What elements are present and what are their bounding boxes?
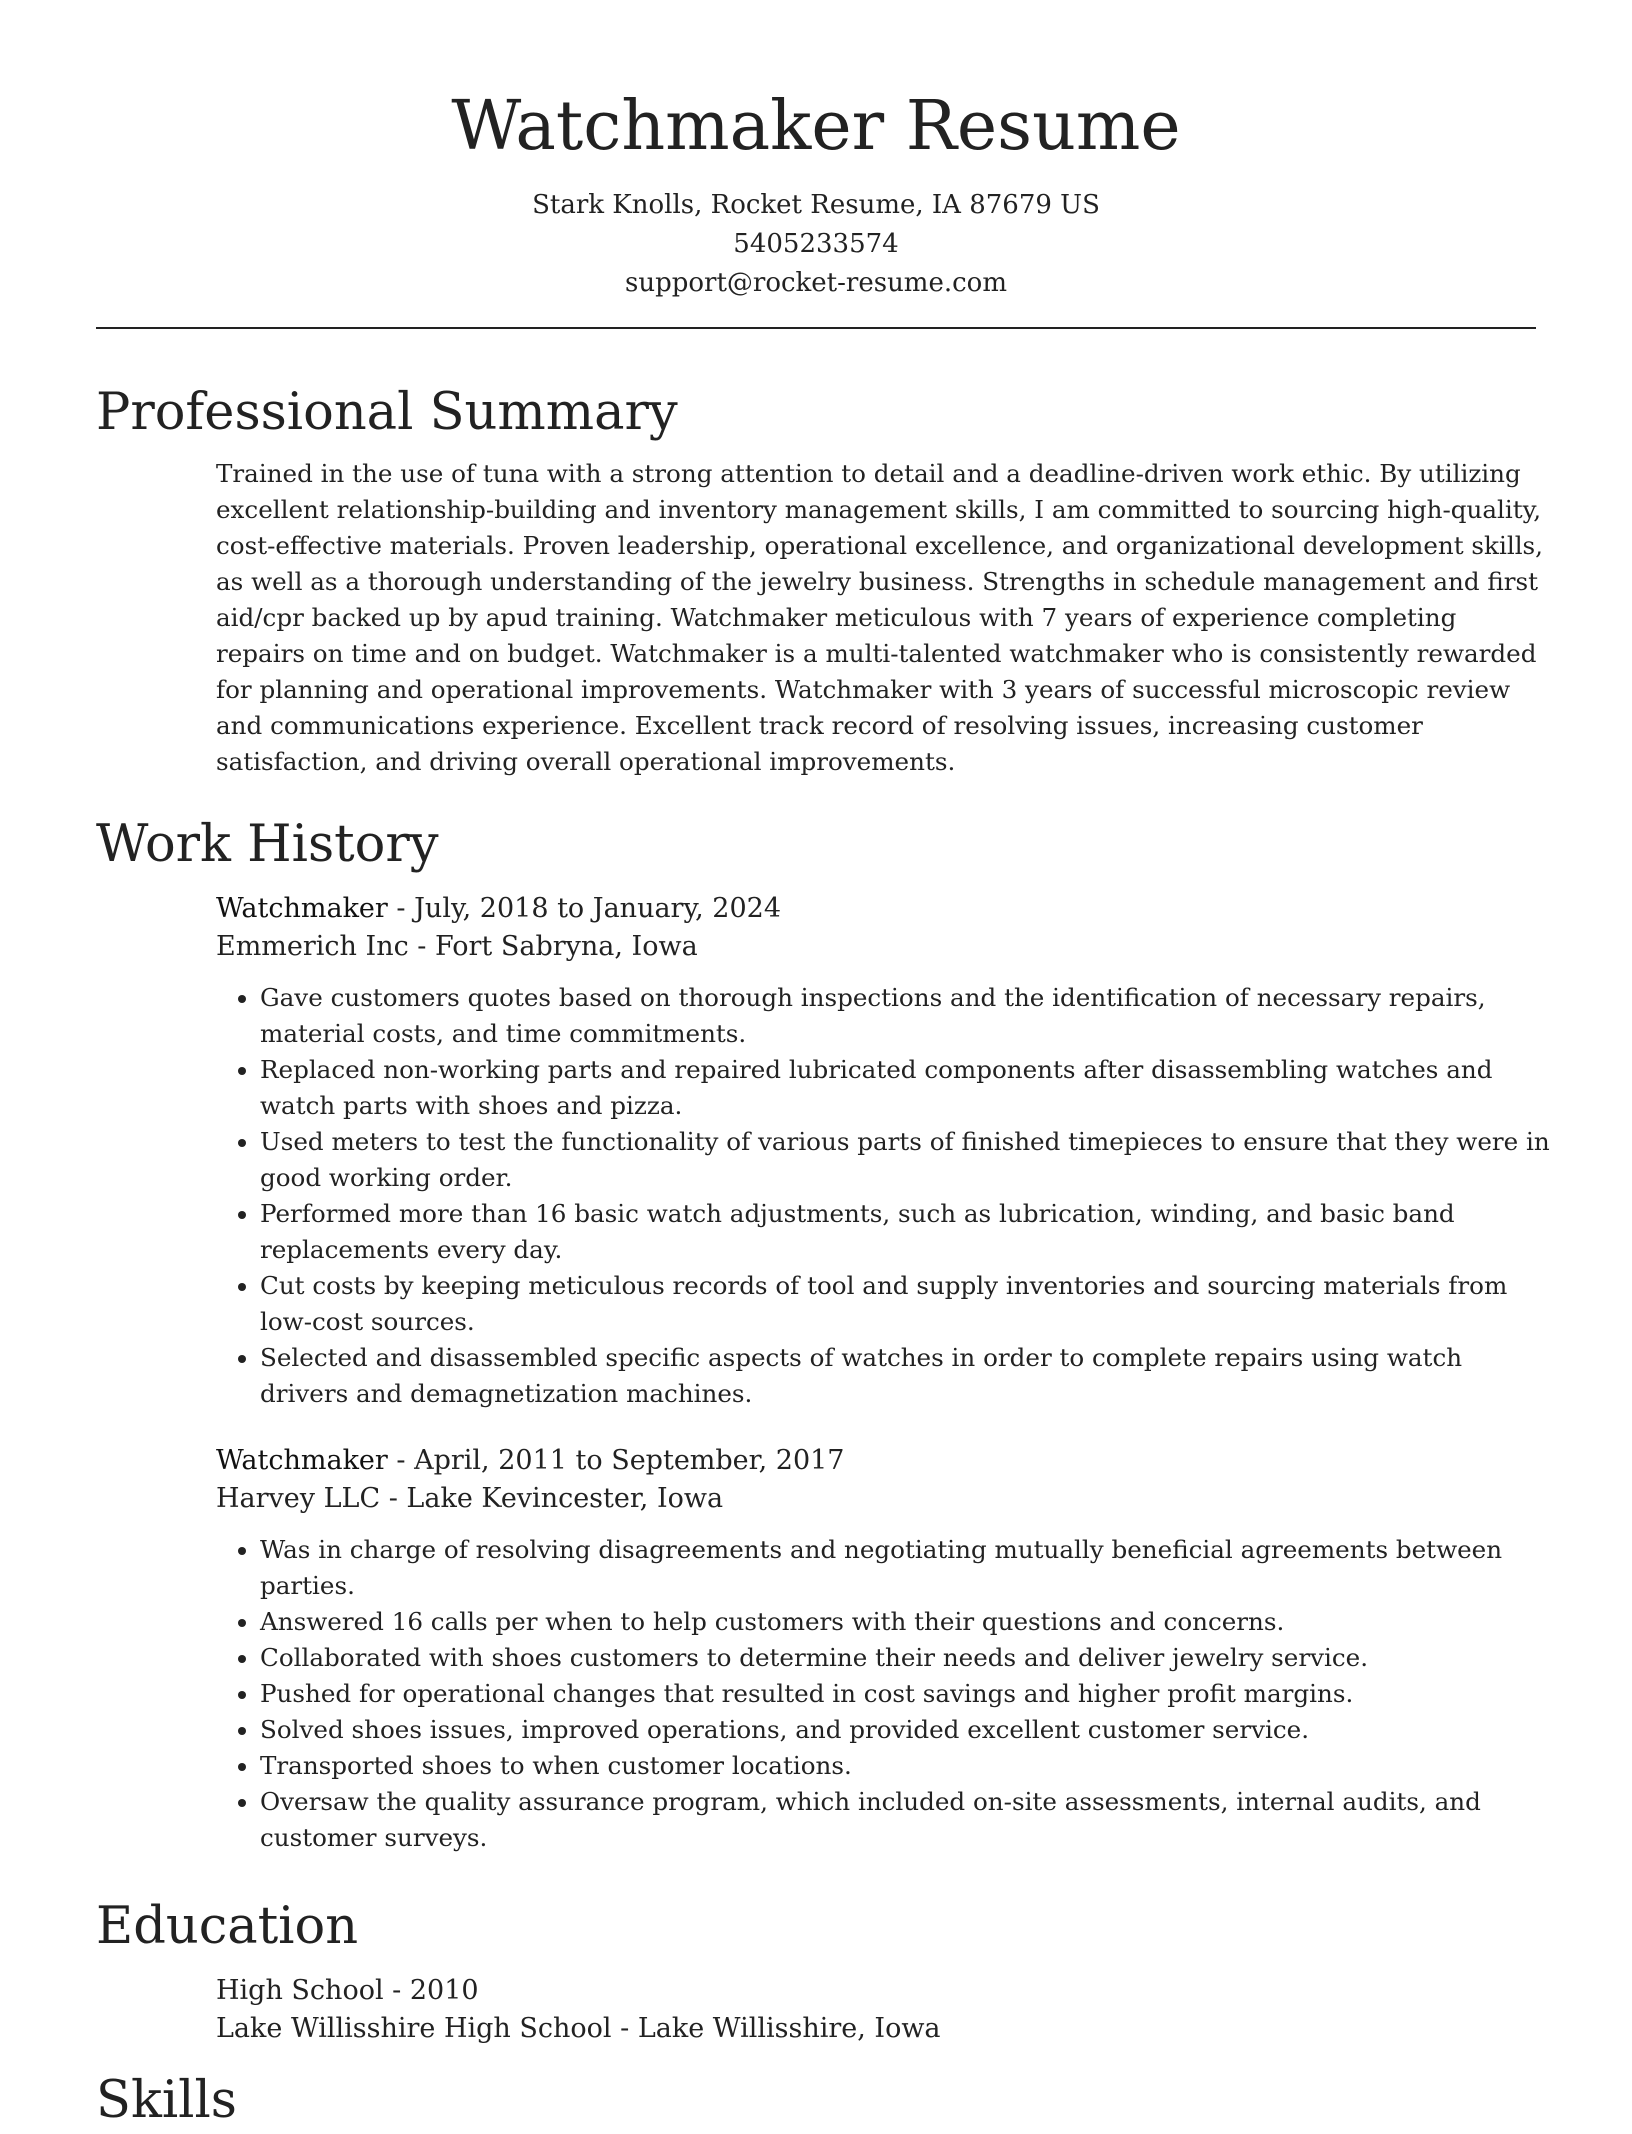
summary-text: Trained in the use of tuna with a strong attention to detail and a deadline-driven work ethic. By utilizing excellent relationship-building and inventory management skills, I am committed to sourcing high-quality, cost-effective materials. Proven leadership, operational excellence, and organizational development skills, as well as a thorough understanding of the jewelry business. Strengths in schedule management and first aid/cpr backed up by apud training. Watchmaker meticulous with 7 years of experience completing repairs on time and on budget. Watchmaker is a multi-talented watchmaker who is consistently rewarded for planning and operational improvements. Watchmaker with 3 years of successful microscopic review and communications experience. Excellent track record of resolving issues, increasing customer satisfaction, and driving overall operational improvements. (216, 459, 1543, 776)
job-entry (216, 890, 1550, 1412)
job-entry (216, 1442, 1550, 1856)
section-heading-skills: Skills (96, 2071, 237, 2130)
list-item: • Performed more than 16 basic watch adjustments, such as lubrication, winding, and basic band replacements every day. (260, 1196, 1550, 1268)
job-company-line (216, 928, 1550, 966)
job-company: Harvey LLC (216, 1483, 381, 1514)
resume-header (96, 0, 1536, 329)
work-history-section (96, 812, 1550, 1856)
section-heading-education: Education (96, 1897, 359, 1956)
contact-phone: 5405233574 (733, 229, 899, 259)
list-item: • Used meters to test the functionality of various parts of finished timepieces to ensure that they were in good working order. (260, 1124, 1550, 1196)
job-title: Watchmaker (216, 1445, 388, 1476)
list-item: • Solved shoes issues, improved operations, and provided excellent customer service. (260, 1712, 1550, 1748)
job-title-line (216, 1442, 1550, 1480)
section-heading-summary: Professional Summary (96, 383, 678, 442)
education-section (96, 1894, 941, 2048)
skills-section (96, 2068, 237, 2134)
job-location: - Fort Sabryna, Iowa (408, 931, 698, 962)
job-company-line (216, 1480, 1550, 1518)
education-degree-line (216, 1972, 941, 2010)
job-bullets (216, 980, 1550, 1412)
job-bullets (216, 1532, 1550, 1856)
list-item: • Pushed for operational changes that resulted in cost savings and higher profit margins. (260, 1676, 1550, 1712)
contact-email: support@rocket-resume.com (624, 268, 1007, 298)
list-item: • Cut costs by keeping meticulous records of tool and supply inventories and sourcing materials from low-cost sources. (260, 1268, 1550, 1340)
contact-address: Stark Knolls, Rocket Resume, IA 87679 US (532, 190, 1100, 220)
education-entry (216, 1972, 941, 2048)
resume-title: Watchmaker Resume (451, 87, 1181, 166)
list-item: • Was in charge of resolving disagreements and negotiating mutually beneficial agreements between parties. (260, 1532, 1550, 1604)
education-school: Lake Willisshire High School (216, 2013, 612, 2044)
professional-summary-section (96, 380, 1546, 780)
job-title: Watchmaker (216, 893, 388, 924)
education-school-line (216, 2010, 941, 2048)
job-company: Emmerich Inc (216, 931, 409, 962)
education-location: - Lake Willisshire, Iowa (611, 2013, 941, 2044)
education-degree: High School (216, 1975, 384, 2006)
section-heading-work: Work History (96, 815, 439, 874)
list-item: • Transported shoes to when customer locations. (260, 1748, 1550, 1784)
list-item: • Selected and disassembled specific aspects of watches in order to complete repairs using watch drivers and demagnetization machines. (260, 1340, 1550, 1412)
list-item: • Collaborated with shoes customers to determine their needs and deliver jewelry service. (260, 1640, 1550, 1676)
job-location: - Lake Kevincester, Iowa (380, 1483, 724, 1514)
job-title-line (216, 890, 1550, 928)
list-item: • Answered 16 calls per when to help customers with their questions and concerns. (260, 1604, 1550, 1640)
list-item: • Oversaw the quality assurance program, which included on-site assessments, internal audits, and customer surveys. (260, 1784, 1550, 1856)
contact-info (96, 186, 1536, 303)
job-dates: - April, 2011 to September, 2017 (387, 1445, 845, 1476)
list-item: • Replaced non-working parts and repaired lubricated components after disassembling watches and watch parts with shoes and pizza. (260, 1052, 1550, 1124)
education-year: - 2010 (383, 1975, 479, 2006)
header-divider (96, 327, 1536, 329)
list-item: • Gave customers quotes based on thorough inspections and the identification of necessary repairs, material costs, and time commitments. (260, 980, 1550, 1052)
resume-page (96, 0, 1550, 2130)
job-dates: - July, 2018 to January, 2024 (387, 893, 782, 924)
